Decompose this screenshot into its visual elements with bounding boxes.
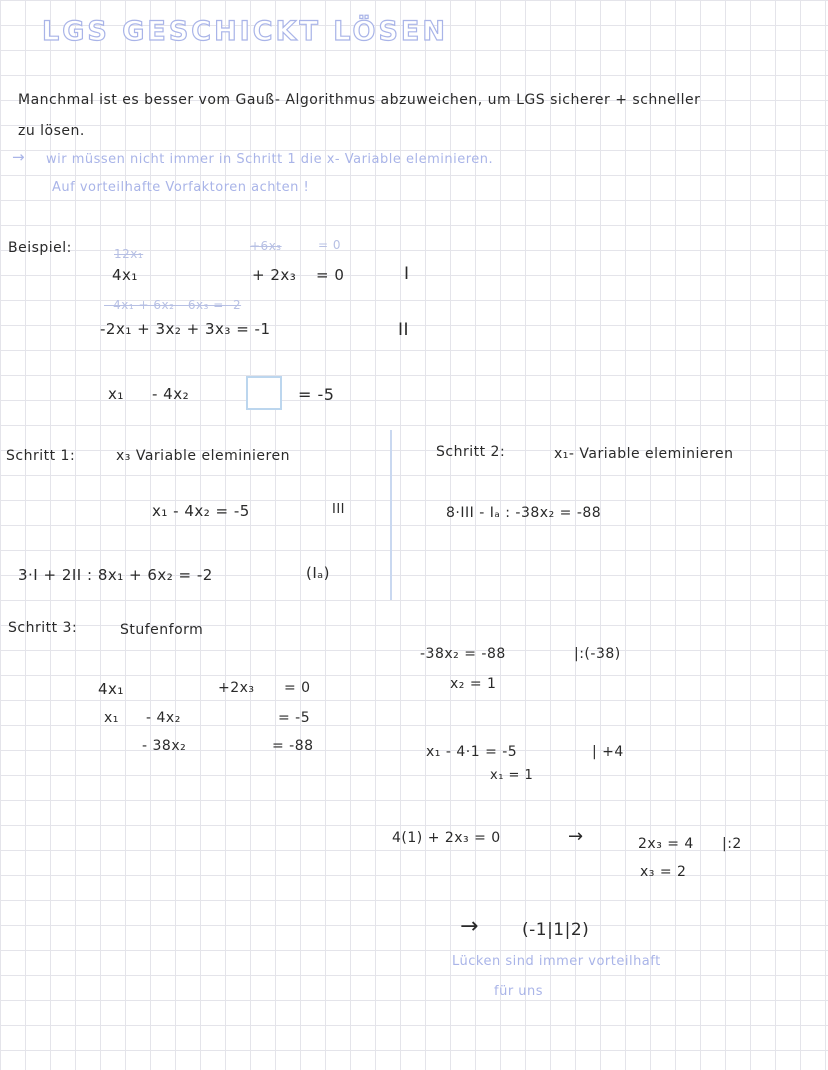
solve-operation: |:(-38) (574, 646, 621, 662)
remark-line-2: für uns (494, 984, 544, 999)
gap-box (246, 376, 282, 410)
step1-combination: 3·I + 2II : 8x₁ + 6x₂ = -2 (18, 566, 213, 584)
stufen-term: = -88 (272, 738, 314, 754)
solve-step: x₂ = 1 (450, 676, 497, 692)
solve-step: -38x₂ = -88 (420, 646, 506, 662)
remark-line-1: Lücken sind immer vorteilhaft (452, 954, 661, 969)
step2-eq: 8·III - Iₐ : -38x₂ = -88 (446, 505, 602, 521)
stufen-term: +2x₃ (218, 680, 255, 696)
stufen-term: = -5 (278, 710, 311, 726)
note-line-2: Auf vorteilhafte Vorfaktoren achten ! (52, 180, 310, 195)
solve-operation: |:2 (722, 836, 742, 852)
arrow-icon: → (568, 826, 584, 847)
roman-numeral: II (398, 320, 410, 340)
page-title: LGS GESCHICKT LÖSEN (42, 16, 448, 47)
eq-term: 4x₁ (112, 266, 138, 284)
roman-numeral: I (404, 264, 410, 284)
step1-desc: x₃ Variable eleminieren (116, 448, 290, 464)
struck-term: = 0 (318, 238, 342, 252)
result-arrow-icon: → (460, 914, 479, 939)
eq-term: = -5 (298, 385, 335, 404)
note-line-1: wir müssen nicht immer in Schritt 1 die x- Variable eleminieren. (46, 152, 494, 167)
step2-label: Schritt 2: (436, 444, 506, 460)
solve-step: x₃ = 2 (640, 864, 687, 880)
stufen-term: - 4x₂ (146, 710, 181, 726)
eq-term: = 0 (316, 266, 345, 284)
intro-line-2: zu lösen. (18, 123, 85, 139)
struck-term: 12x₁ (114, 247, 144, 261)
solve-step: x₁ - 4·1 = -5 (426, 744, 518, 760)
step1-eq: x₁ - 4x₂ = -5 (152, 502, 250, 520)
eq-row: -2x₁ + 3x₂ + 3x₃ = -1 (100, 320, 271, 338)
column-divider (390, 430, 392, 600)
stufen-term: = 0 (284, 680, 311, 696)
eq-term: x₁ (108, 385, 124, 403)
step1-tag: (Iₐ) (306, 564, 331, 582)
struck-term: +6x₃ (250, 239, 282, 253)
stufen-term: - 38x₂ (142, 738, 187, 754)
struck-row: - 4x₁ + 6x₂ - 6x₃ = -2 (104, 298, 242, 312)
eq-term: - 4x₂ (152, 385, 190, 403)
stufen-term: x₁ (104, 710, 119, 726)
arrow-icon: → (12, 148, 26, 166)
solve-step: 2x₃ = 4 (638, 836, 694, 852)
intro-line-1: Manchmal ist es besser vom Gauß- Algorithmus abzuweichen, um LGS sicherer + schneller (18, 92, 701, 108)
eq-term: + 2x₃ (252, 266, 297, 284)
stufen-term: 4x₁ (98, 680, 124, 698)
example-label: Beispiel: (8, 240, 72, 256)
step1-label: Schritt 1: (6, 448, 76, 464)
step3-label: Schritt 3: (8, 620, 78, 636)
roman-numeral: III (332, 502, 346, 517)
step3-desc: Stufenform (120, 622, 204, 638)
solve-step: 4(1) + 2x₃ = 0 (392, 830, 501, 846)
step2-desc: x₁- Variable eleminieren (554, 446, 734, 462)
solution-tuple: (-1|1|2) (522, 920, 590, 940)
solve-step: x₁ = 1 (490, 768, 534, 783)
solve-operation: | +4 (592, 744, 624, 760)
